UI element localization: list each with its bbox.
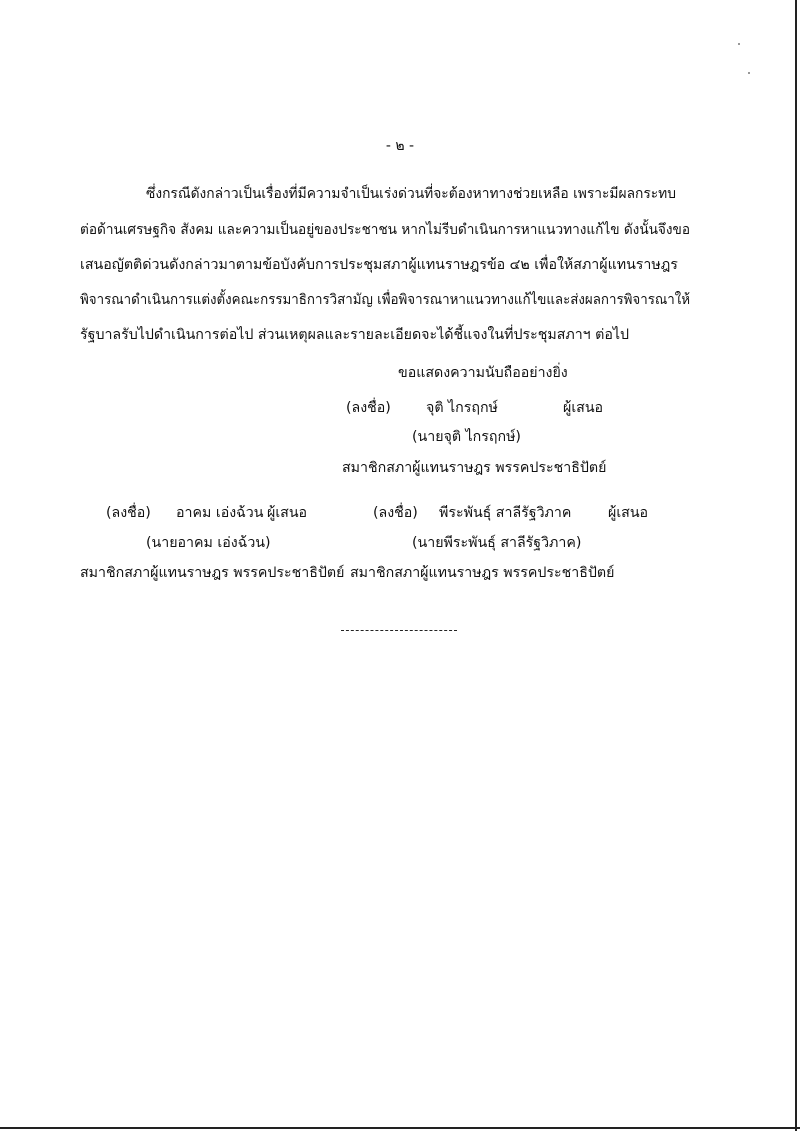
left-position: สมาชิกสภาผู้แทนราษฎร พรรคประชาธิปัตย์ <box>80 565 345 581</box>
left-sign-label: (ลงชื่อ) <box>106 505 151 521</box>
scan-speck <box>738 43 740 45</box>
closing-salutation: ขอแสดงความนับถืออย่างยิ่ง <box>398 365 568 381</box>
right-full-name: (นายพีระพันธุ์ สาลีรัฐวิภาค) <box>412 535 582 551</box>
right-position: สมาชิกสภาผู้แทนราษฎร พรรคประชาธิปัตย์ <box>350 565 615 581</box>
left-full-name: (นายอาคม เอ่งฉ้วน) <box>146 535 271 551</box>
paragraph-line-5: รัฐบาลรับไปดำเนินการต่อไป ส่วนเหตุผลและรายละเอียดจะได้ชี้แจงในที่ประชุมสภาฯ ต่อไป <box>80 327 630 343</box>
left-signature: อาคม เอ่งฉ้วน <box>176 505 264 521</box>
paragraph-line-1: ซึ่งกรณีดังกล่าวเป็นเรื่องที่มีความจำเป็นเร่งด่วนที่จะต้องหาทางช่วยเหลือ เพราะมีผลกระทบ <box>146 186 676 202</box>
right-role: ผู้เสนอ <box>608 505 649 521</box>
scan-edge-bottom <box>0 1127 800 1129</box>
main-position: สมาชิกสภาผู้แทนราษฎร พรรคประชาธิปัตย์ <box>342 460 607 476</box>
main-full-name: (นายจุติ ไกรฤกษ์) <box>412 429 521 445</box>
right-signature: พีระพันธุ์ สาลีรัฐวิภาค <box>439 505 572 521</box>
main-role: ผู้เสนอ <box>563 400 604 416</box>
end-dashed-rule <box>341 630 457 631</box>
scan-speck <box>748 72 750 74</box>
scan-edge-right <box>795 0 797 1131</box>
page-number: - ๒ - <box>385 138 415 154</box>
paragraph-line-2: ต่อด้านเศรษฐกิจ สังคม และความเป็นอยู่ของประชาชน หากไม่รีบดำเนินการหาแนวทางแก้ไข ดังนั้นจึงขอ <box>80 222 691 238</box>
paragraph-line-3: เสนอญัตติด่วนดังกล่าวมาตามข้อบังคับการประชุมสภาผู้แทนราษฎรข้อ ๔๒ เพื่อให้สภาผู้แทนราษฎร <box>80 257 678 273</box>
main-sign-label: (ลงชื่อ) <box>346 400 391 416</box>
main-signature: จุติ ไกรฤกษ์ <box>426 400 498 416</box>
left-role: ผู้เสนอ <box>267 505 308 521</box>
end-rule-text <box>341 618 457 629</box>
right-sign-label: (ลงชื่อ) <box>373 505 418 521</box>
paragraph-line-4: พิจารณาดำเนินการแต่งตั้งคณะกรรมาธิการวิสามัญ เพื่อพิจารณาหาแนวทางแก้ไขและส่งผลการพิจารณาให้ <box>80 292 691 308</box>
